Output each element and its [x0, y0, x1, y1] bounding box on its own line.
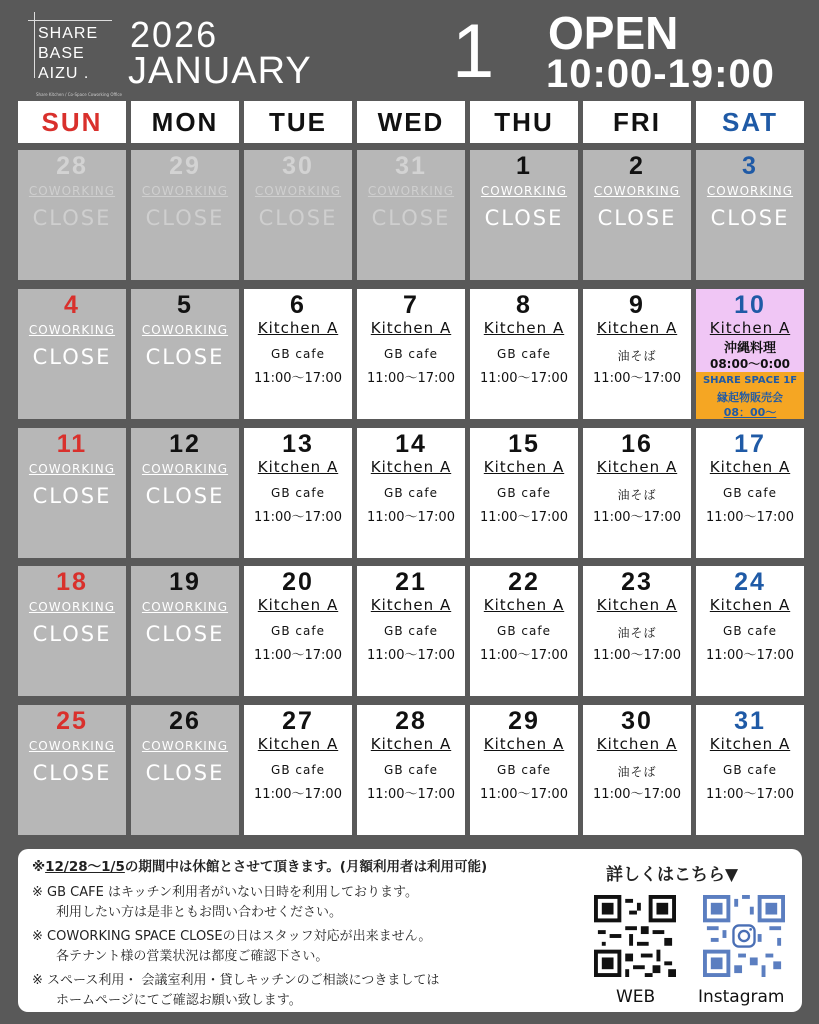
- kitchen-label: Kitchen A: [370, 458, 452, 476]
- vendor-name: GB cafe: [271, 347, 325, 361]
- day-number: 31: [395, 152, 427, 180]
- calendar-day-cell[interactable]: [696, 150, 804, 280]
- vendor-name: GB cafe: [723, 486, 777, 500]
- logo-line-2: BASE: [38, 45, 85, 62]
- kitchen-label: Kitchen A: [370, 735, 452, 753]
- vendor-name: 油そば: [617, 488, 657, 502]
- logo-tagline: Share Kitchen / Co-Space Coworking Office: [36, 92, 123, 97]
- note-closure: [32, 855, 487, 875]
- instagram-label: Instagram: [698, 987, 785, 1007]
- kitchen-label: Kitchen A: [709, 596, 791, 614]
- vendor-name: 沖縄料理: [723, 341, 776, 356]
- vendor-name: GB cafe: [271, 624, 325, 638]
- hours-label: 11:00〜17:00: [706, 510, 794, 525]
- vendor-name: 油そば: [617, 626, 657, 640]
- kitchen-label: Kitchen A: [709, 319, 791, 337]
- close-label: CLOSE: [145, 345, 225, 369]
- calendar-day-cell[interactable]: [244, 705, 352, 835]
- note-coworking-2: 各テナント様の営業状況は都度ご確認下さい。: [56, 949, 329, 964]
- day-number: 3: [742, 152, 758, 180]
- vendor-name: GB cafe: [723, 763, 777, 777]
- coworking-label: COWORKING: [28, 323, 116, 337]
- day-number: 30: [621, 707, 653, 735]
- day-number: 29: [169, 152, 201, 180]
- calendar-day-cell[interactable]: [470, 566, 578, 696]
- day-number: 26: [169, 707, 201, 735]
- hours-label: 11:00〜17:00: [367, 648, 455, 663]
- day-number: 19: [169, 568, 201, 596]
- hours-label: 11:00〜17:00: [480, 510, 568, 525]
- closure-text: の期間中は休館とさせて頂きます。(月額利用者は利用可能): [124, 859, 488, 875]
- hours-label: 11:00〜17:00: [480, 371, 568, 386]
- calendar-day-cell[interactable]: [244, 150, 352, 280]
- calendar-day-cell[interactable]: [357, 150, 465, 280]
- day-number: 18: [56, 568, 88, 596]
- vendor-name: 油そば: [617, 349, 657, 363]
- calendar-day-cell[interactable]: [244, 289, 352, 419]
- calendar-day-cell[interactable]: [18, 150, 126, 280]
- hours-label: 11:00〜17:00: [480, 787, 568, 802]
- day-number: 31: [734, 707, 766, 735]
- calendar-day-cell[interactable]: [470, 705, 578, 835]
- coworking-label: COWORKING: [141, 462, 229, 476]
- calendar-day-cell[interactable]: [357, 428, 465, 558]
- day-number: 5: [177, 291, 193, 319]
- day-number: 1: [516, 152, 532, 180]
- vendor-name: GB cafe: [384, 347, 438, 361]
- calendar-day-cell[interactable]: [131, 428, 239, 558]
- calendar-day-cell[interactable]: [696, 566, 804, 696]
- kitchen-label: Kitchen A: [483, 319, 565, 337]
- kitchen-label: Kitchen A: [257, 319, 339, 337]
- month-number: 1: [452, 9, 495, 94]
- calendar-day-cell[interactable]: [18, 428, 126, 558]
- coworking-label: COWORKING: [141, 323, 229, 337]
- hours-label: 11:00〜17:00: [254, 510, 342, 525]
- logo-line-3: AIZU .: [38, 65, 90, 82]
- day-number: 12: [169, 430, 201, 458]
- close-label: CLOSE: [484, 206, 564, 230]
- day-header-thu: THU: [470, 101, 578, 143]
- day-number: 28: [395, 707, 427, 735]
- vendor-name: GB cafe: [271, 763, 325, 777]
- note-gbcafe-1: ※ GB CAFE はキッチン利用者がいない日時を利用しております。: [32, 885, 418, 900]
- day-number: 10: [734, 291, 766, 319]
- hours-label: 11:00〜17:00: [367, 510, 455, 525]
- day-number: 25: [56, 707, 88, 735]
- vendor-name: GB cafe: [384, 486, 438, 500]
- vendor-name: GB cafe: [497, 624, 551, 638]
- calendar-day-cell[interactable]: [470, 289, 578, 419]
- coworking-label: COWORKING: [480, 184, 568, 198]
- day-number: 7: [403, 291, 419, 319]
- kitchen-label: Kitchen A: [596, 458, 678, 476]
- vendor-name: GB cafe: [497, 763, 551, 777]
- note-mark: ※: [32, 859, 46, 875]
- close-label: CLOSE: [597, 206, 677, 230]
- kitchen-label: Kitchen A: [257, 458, 339, 476]
- day-number: 2: [629, 152, 645, 180]
- calendar-day-cell[interactable]: [131, 705, 239, 835]
- vendor-name: GB cafe: [271, 486, 325, 500]
- hours-label: 11:00〜17:00: [593, 648, 681, 663]
- calendar-day-cell[interactable]: [18, 566, 126, 696]
- calendar-day-cell[interactable]: [696, 705, 804, 835]
- calendar-day-cell[interactable]: [470, 428, 578, 558]
- coworking-label: COWORKING: [706, 184, 794, 198]
- vendor-name: GB cafe: [497, 347, 551, 361]
- calendar-day-cell[interactable]: [131, 566, 239, 696]
- hours-label: 11:00〜17:00: [706, 787, 794, 802]
- kitchen-label: Kitchen A: [370, 596, 452, 614]
- calendar-day-cell[interactable]: [131, 289, 239, 419]
- day-number: 23: [621, 568, 653, 596]
- calendar-day-cell[interactable]: [470, 150, 578, 280]
- close-label: CLOSE: [32, 345, 112, 369]
- hours-label: 08:00〜0:00: [709, 357, 791, 371]
- kitchen-label: Kitchen A: [709, 735, 791, 753]
- close-label: CLOSE: [145, 206, 225, 230]
- day-number: 6: [290, 291, 306, 319]
- kitchen-label: Kitchen A: [483, 596, 565, 614]
- calendar-day-cell[interactable]: [583, 428, 691, 558]
- kitchen-label: Kitchen A: [596, 319, 678, 337]
- day-header-mon: MON: [131, 101, 239, 143]
- note-contact-2: ホームページにてご確認お願い致します。: [56, 993, 302, 1008]
- day-number: 30: [282, 152, 314, 180]
- event-box: [696, 372, 804, 419]
- calendar-day-cell[interactable]: [583, 566, 691, 696]
- event-space-label: SHARE SPACE 1F: [702, 375, 798, 386]
- kitchen-label: Kitchen A: [257, 596, 339, 614]
- calendar-day-cell[interactable]: [583, 289, 691, 419]
- coworking-label: COWORKING: [28, 739, 116, 753]
- closure-period: 12/28〜1/5: [45, 859, 125, 875]
- instagram-qr-code[interactable]: [703, 895, 785, 977]
- day-header-tue: TUE: [244, 101, 352, 143]
- close-label: CLOSE: [145, 761, 225, 785]
- close-label: CLOSE: [258, 206, 338, 230]
- calendar-day-cell[interactable]: [244, 566, 352, 696]
- calendar-day-cell[interactable]: [696, 428, 804, 558]
- notes-panel: [18, 849, 802, 1012]
- note-gbcafe-2: 利用したい方は是非ともお問い合わせください。: [56, 905, 343, 920]
- day-number: 8: [516, 291, 532, 319]
- hours-label: 11:00〜17:00: [480, 648, 568, 663]
- calendar-day-cell[interactable]: [696, 289, 804, 419]
- vendor-name: GB cafe: [723, 624, 777, 638]
- logo-line-1: SHARE: [38, 25, 99, 42]
- note-coworking-1: ※ COWORKING SPACE CLOSEの日はスタッフ対応が出来ません。: [32, 929, 432, 944]
- day-number: 24: [734, 568, 766, 596]
- day-number: 16: [621, 430, 653, 458]
- calendar-day-cell[interactable]: [357, 705, 465, 835]
- day-number: 29: [508, 707, 540, 735]
- day-header-wed: WED: [357, 101, 465, 143]
- event-name: 縁起物販売会: [717, 391, 783, 404]
- day-header-sat: SAT: [696, 101, 804, 143]
- hours-label: 11:00〜17:00: [254, 787, 342, 802]
- day-number: 28: [56, 152, 88, 180]
- calendar-day-cell[interactable]: [244, 428, 352, 558]
- coworking-label: COWORKING: [141, 184, 229, 198]
- coworking-label: COWORKING: [28, 600, 116, 614]
- close-label: CLOSE: [710, 206, 790, 230]
- day-number: 15: [508, 430, 540, 458]
- day-header-sun: SUN: [18, 101, 126, 143]
- web-label: WEB: [616, 987, 656, 1007]
- calendar-day-cell[interactable]: [18, 705, 126, 835]
- hours-label: 11:00〜17:00: [593, 787, 681, 802]
- calendar-day-cell[interactable]: [357, 566, 465, 696]
- month-name: JANUARY: [128, 50, 312, 92]
- day-header-fri: FRI: [583, 101, 691, 143]
- close-label: CLOSE: [32, 484, 112, 508]
- kitchen-label: Kitchen A: [370, 319, 452, 337]
- vendor-name: GB cafe: [384, 624, 438, 638]
- day-number: 14: [395, 430, 427, 458]
- kitchen-label: Kitchen A: [483, 735, 565, 753]
- coworking-label: COWORKING: [593, 184, 681, 198]
- calendar-day-cell[interactable]: [583, 150, 691, 280]
- note-contact-1: ※ スペース利用・ 会議室利用・貸しキッチンのご相談につきましては: [32, 973, 440, 988]
- vendor-name: GB cafe: [497, 486, 551, 500]
- calendar-day-cell[interactable]: [131, 150, 239, 280]
- close-label: CLOSE: [32, 622, 112, 646]
- coworking-label: COWORKING: [28, 184, 116, 198]
- vendor-name: GB cafe: [384, 763, 438, 777]
- close-label: CLOSE: [145, 484, 225, 508]
- kitchen-label: Kitchen A: [709, 458, 791, 476]
- vendor-name: 油そば: [617, 765, 657, 779]
- close-label: CLOSE: [32, 206, 112, 230]
- event-time: 08：00〜: [723, 406, 777, 419]
- hours-label: 11:00〜17:00: [367, 787, 455, 802]
- hours-label: 11:00〜17:00: [367, 371, 455, 386]
- hours-label: 11:00〜17:00: [706, 648, 794, 663]
- coworking-label: COWORKING: [141, 739, 229, 753]
- coworking-label: COWORKING: [367, 184, 455, 198]
- calendar-day-cell[interactable]: [18, 289, 126, 419]
- day-number: 13: [282, 430, 314, 458]
- kitchen-label: Kitchen A: [596, 596, 678, 614]
- day-number: 17: [734, 430, 766, 458]
- calendar-day-cell[interactable]: [583, 705, 691, 835]
- calendar-day-cell[interactable]: [357, 289, 465, 419]
- hours-label: 11:00〜17:00: [254, 371, 342, 386]
- hours-label: 11:00〜17:00: [254, 648, 342, 663]
- web-qr-code[interactable]: [594, 895, 676, 977]
- day-number: 20: [282, 568, 314, 596]
- kitchen-label: Kitchen A: [596, 735, 678, 753]
- year: 2026: [130, 14, 219, 55]
- hours-label: 11:00〜17:00: [593, 371, 681, 386]
- close-label: CLOSE: [371, 206, 451, 230]
- kitchen-label: Kitchen A: [257, 735, 339, 753]
- coworking-label: COWORKING: [254, 184, 342, 198]
- close-label: CLOSE: [145, 622, 225, 646]
- open-hours: 10:00-19:00: [546, 52, 775, 96]
- day-number: 21: [395, 568, 427, 596]
- logo: [28, 12, 123, 97]
- hours-label: 11:00〜17:00: [593, 510, 681, 525]
- day-number: 11: [56, 430, 88, 458]
- day-number: 27: [282, 707, 314, 735]
- more-info-label: 詳しくはこちら▼: [606, 865, 739, 885]
- close-label: CLOSE: [32, 761, 112, 785]
- day-number: 9: [629, 291, 645, 319]
- day-number: 22: [508, 568, 540, 596]
- day-number: 4: [64, 291, 80, 319]
- open-label: OPEN: [548, 7, 679, 59]
- kitchen-label: Kitchen A: [483, 458, 565, 476]
- coworking-label: COWORKING: [28, 462, 116, 476]
- coworking-label: COWORKING: [141, 600, 229, 614]
